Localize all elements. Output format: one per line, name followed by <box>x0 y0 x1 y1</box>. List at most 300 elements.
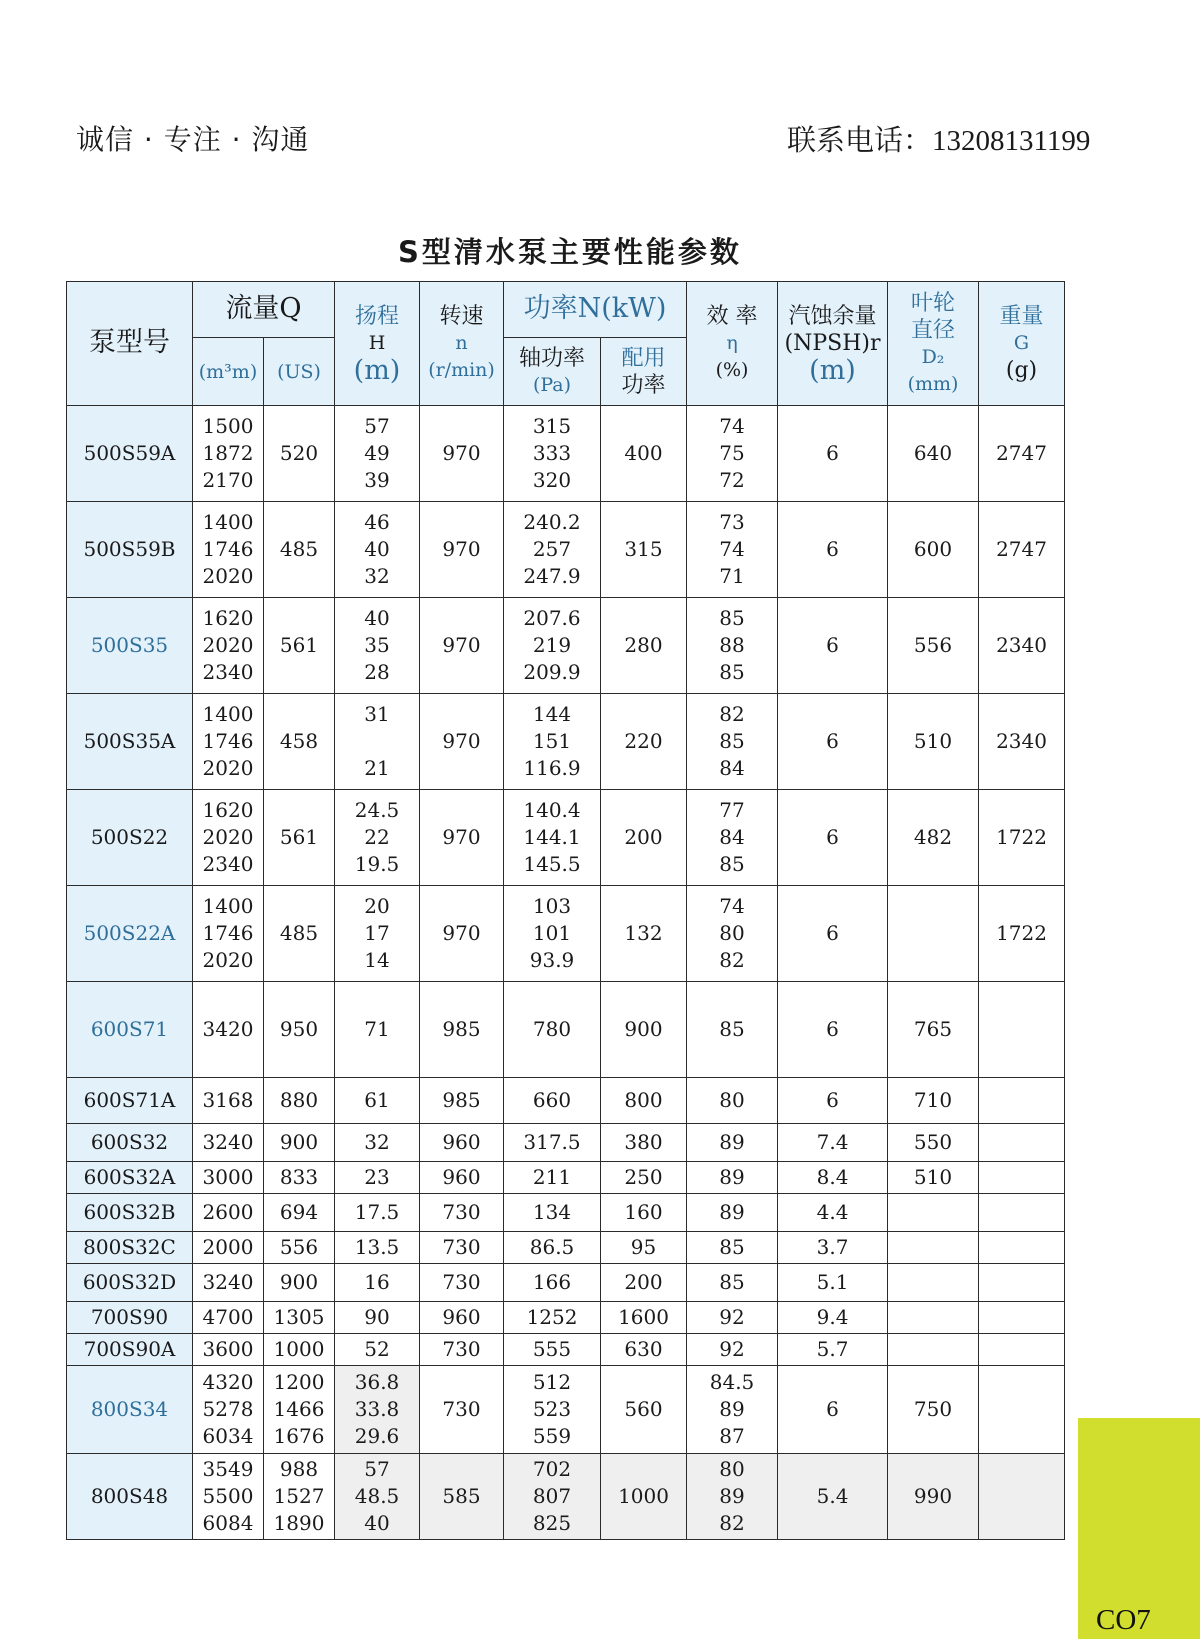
cell-line: 134 <box>532 1200 572 1224</box>
cell-line: 780 <box>532 1017 572 1041</box>
cell-weight: 2340 <box>979 694 1065 790</box>
cell-model: 500S35 <box>67 598 193 694</box>
cell-npsh: 8.4 <box>778 1162 888 1194</box>
cell-line: 3240 <box>202 1130 254 1154</box>
cell-shaft <box>504 982 601 1078</box>
cell-speed: 585 <box>420 1454 504 1540</box>
cell-model: 600S32D <box>67 1264 193 1302</box>
cell-line: 247.9 <box>523 564 581 588</box>
cell-weight <box>979 1454 1065 1540</box>
cell-line: 40 <box>364 606 390 630</box>
cell-line: 80 <box>719 921 745 945</box>
cell-npsh: 6 <box>778 406 888 502</box>
cell-line: 74 <box>719 894 745 918</box>
cell-model: 700S90 <box>67 1302 193 1334</box>
cell-weight <box>979 1078 1065 1124</box>
cell-head <box>335 1454 420 1540</box>
cell-line: 523 <box>532 1397 572 1421</box>
cell-motor: 132 <box>601 886 687 982</box>
cell-impeller: 550 <box>888 1124 979 1162</box>
cell-line: 77 <box>719 798 745 822</box>
cell-head <box>335 1366 420 1454</box>
corner-tab <box>1078 1418 1200 1639</box>
header-shaft-power: 轴功率 (Pa) <box>504 338 601 406</box>
cell-line: 48.5 <box>354 1484 400 1508</box>
cell-motor: 200 <box>601 1264 687 1302</box>
cell-line: 85 <box>719 729 745 753</box>
cell-line: 71 <box>364 1017 390 1041</box>
cell-model: 600S32A <box>67 1162 193 1194</box>
cell-line: 14 <box>364 948 390 972</box>
cell-q-m3 <box>193 1334 264 1366</box>
header-flow-m3: (m³m) <box>193 338 264 406</box>
cell-line: 151 <box>532 729 572 753</box>
cell-q-m3 <box>193 790 264 886</box>
cell-head <box>335 502 420 598</box>
cell-line: 1746 <box>202 537 254 561</box>
cell-line: 40 <box>364 537 390 561</box>
cell-line: 84.5 <box>709 1370 755 1394</box>
cell-weight <box>979 1334 1065 1366</box>
cell-line: 57 <box>364 414 390 438</box>
cell-impeller: 510 <box>888 1162 979 1194</box>
cell-line: 90 <box>364 1305 390 1329</box>
cell-line: 85 <box>719 660 745 684</box>
cell-line: 140.4 <box>523 798 581 822</box>
cell-eff <box>687 982 778 1078</box>
cell-line: 2020 <box>202 948 254 972</box>
cell-motor: 630 <box>601 1334 687 1366</box>
cell-impeller <box>888 1302 979 1334</box>
cell-head <box>335 694 420 790</box>
cell-motor: 220 <box>601 694 687 790</box>
cell-motor: 800 <box>601 1078 687 1124</box>
cell-q-us: 880 <box>264 1078 335 1124</box>
cell-impeller: 750 <box>888 1366 979 1454</box>
cell-line: 2020 <box>202 564 254 588</box>
cell-model: 500S35A <box>67 694 193 790</box>
cell-line: 32 <box>364 564 390 588</box>
cell-q-us: 1000 <box>264 1334 335 1366</box>
cell-line: 85 <box>719 1235 745 1259</box>
cell-npsh: 5.1 <box>778 1264 888 1302</box>
cell-q-us: 485 <box>264 886 335 982</box>
cell-speed: 985 <box>420 982 504 1078</box>
cell-impeller: 710 <box>888 1078 979 1124</box>
cell-line: 21 <box>364 756 390 780</box>
cell-weight <box>979 1302 1065 1334</box>
cell-q-us: 458 <box>264 694 335 790</box>
table-row <box>67 598 1065 694</box>
cell-line: 257 <box>532 537 572 561</box>
cell-line: 85 <box>719 1017 745 1041</box>
pump-spec-table <box>66 281 1065 1540</box>
cell-speed: 960 <box>420 1124 504 1162</box>
cell-q-m3 <box>193 1124 264 1162</box>
table-row <box>67 406 1065 502</box>
cell-motor: 380 <box>601 1124 687 1162</box>
cell-line: 71 <box>719 564 745 588</box>
cell-line: 35 <box>364 633 390 657</box>
cell-q-m3 <box>193 1264 264 1302</box>
cell-npsh: 6 <box>778 790 888 886</box>
cell-q-m3 <box>193 598 264 694</box>
cell-line: 6034 <box>202 1424 254 1448</box>
cell-line: 92 <box>719 1337 745 1361</box>
slogan: 诚信 · 专注 · 沟通 <box>76 123 310 156</box>
cell-line: 2020 <box>202 825 254 849</box>
cell-q-us: 900 <box>264 1124 335 1162</box>
cell-line: 2170 <box>202 468 254 492</box>
cell-shaft <box>504 1194 601 1232</box>
cell-q-m3 <box>193 502 264 598</box>
cell-line: 1400 <box>202 894 254 918</box>
cell-model: 600S71A <box>67 1078 193 1124</box>
cell-npsh: 6 <box>778 694 888 790</box>
cell-line: 144 <box>532 702 572 726</box>
cell-model: 600S32 <box>67 1124 193 1162</box>
table-row <box>67 1334 1065 1366</box>
cell-line: 46 <box>364 510 390 534</box>
cell-line: 28 <box>364 660 390 684</box>
cell-line: 20 <box>364 894 390 918</box>
cell-line: 219 <box>532 633 572 657</box>
cell-npsh: 5.4 <box>778 1454 888 1540</box>
cell-npsh: 4.4 <box>778 1194 888 1232</box>
cell-line: 101 <box>532 921 572 945</box>
cell-motor: 200 <box>601 790 687 886</box>
cell-line: 209.9 <box>523 660 581 684</box>
cell-line: 74 <box>719 537 745 561</box>
cell-line: 39 <box>364 468 390 492</box>
cell-head <box>335 1302 420 1334</box>
cell-eff <box>687 1264 778 1302</box>
cell-line: 86.5 <box>529 1235 575 1259</box>
cell-q-m3 <box>193 1232 264 1264</box>
cell-npsh: 6 <box>778 502 888 598</box>
cell-shaft <box>504 406 601 502</box>
cell-line: 333 <box>532 441 572 465</box>
cell-line: 33.8 <box>354 1397 400 1421</box>
cell-line: 24.5 <box>354 798 400 822</box>
cell-motor: 250 <box>601 1162 687 1194</box>
cell-line: 85 <box>719 1270 745 1294</box>
cell-speed: 730 <box>420 1194 504 1232</box>
cell-line: 103 <box>532 894 572 918</box>
cell-line: 80 <box>719 1088 745 1112</box>
table-row <box>67 1232 1065 1264</box>
cell-line: 52 <box>364 1337 390 1361</box>
cell-line: 2020 <box>202 633 254 657</box>
cell-line: 2000 <box>202 1235 254 1259</box>
header-motor-power: 配用 功率 <box>601 338 687 406</box>
cell-line: 74 <box>719 414 745 438</box>
cell-line: 1872 <box>202 441 254 465</box>
cell-motor: 900 <box>601 982 687 1078</box>
cell-line: 32 <box>364 1130 390 1154</box>
table-row <box>67 1454 1065 1540</box>
cell-shaft <box>504 790 601 886</box>
cell-impeller: 510 <box>888 694 979 790</box>
cell-weight <box>979 1366 1065 1454</box>
cell-q-us: 561 <box>264 790 335 886</box>
cell-shaft <box>504 1302 601 1334</box>
cell-line: 1400 <box>202 702 254 726</box>
cell-speed: 730 <box>420 1334 504 1366</box>
cell-impeller: 765 <box>888 982 979 1078</box>
cell-q-us: 561 <box>264 598 335 694</box>
cell-q-us: 950 <box>264 982 335 1078</box>
cell-line: 89 <box>719 1200 745 1224</box>
cell-npsh: 6 <box>778 598 888 694</box>
cell-head <box>335 790 420 886</box>
cell-line: 17 <box>364 921 390 945</box>
cell-line: 36.8 <box>354 1370 400 1394</box>
table-row <box>67 790 1065 886</box>
cell-line: 1527 <box>273 1484 325 1508</box>
cell-eff <box>687 1366 778 1454</box>
cell-line: 2340 <box>202 660 254 684</box>
cell-line: 57 <box>364 1457 390 1481</box>
cell-line: 2600 <box>202 1200 254 1224</box>
cell-line: 166 <box>532 1270 572 1294</box>
cell-q-us: 1305 <box>264 1302 335 1334</box>
cell-q-m3 <box>193 886 264 982</box>
cell-impeller: 990 <box>888 1454 979 1540</box>
cell-impeller <box>888 1334 979 1366</box>
cell-q-us: 485 <box>264 502 335 598</box>
cell-npsh: 6 <box>778 886 888 982</box>
table-row <box>67 1194 1065 1232</box>
cell-line: 31 <box>364 702 390 726</box>
cell-line: 320 <box>532 468 572 492</box>
cell-line: 89 <box>719 1165 745 1189</box>
cell-shaft <box>504 1124 601 1162</box>
cell-line: 1620 <box>202 606 254 630</box>
cell-line: 559 <box>532 1424 572 1448</box>
cell-line: 807 <box>532 1484 572 1508</box>
cell-line: 2340 <box>202 852 254 876</box>
table-row <box>67 1162 1065 1194</box>
cell-q-m3 <box>193 982 264 1078</box>
cell-weight <box>979 982 1065 1078</box>
cell-npsh: 7.4 <box>778 1124 888 1162</box>
cell-line: 1620 <box>202 798 254 822</box>
header-impeller: 叶轮 直径 D₂ (mm) <box>888 282 979 406</box>
header-flow-us: (US) <box>264 338 335 406</box>
cell-eff <box>687 1232 778 1264</box>
page-title: S型清水泵主要性能参数 <box>398 235 742 269</box>
cell-npsh: 9.4 <box>778 1302 888 1334</box>
cell-impeller <box>888 886 979 982</box>
cell-line: 315 <box>532 414 572 438</box>
cell-line: 5278 <box>202 1397 254 1421</box>
cell-eff <box>687 694 778 790</box>
cell-line: 72 <box>719 468 745 492</box>
cell-npsh: 6 <box>778 982 888 1078</box>
cell-q-us: 833 <box>264 1162 335 1194</box>
cell-speed: 960 <box>420 1162 504 1194</box>
cell-eff <box>687 790 778 886</box>
cell-line: 1466 <box>273 1397 325 1421</box>
cell-shaft <box>504 1162 601 1194</box>
cell-speed: 970 <box>420 406 504 502</box>
cell-impeller: 640 <box>888 406 979 502</box>
cell-line: 145.5 <box>523 852 581 876</box>
cell-weight <box>979 1194 1065 1232</box>
cell-model: 500S59B <box>67 502 193 598</box>
cell-eff <box>687 1454 778 1540</box>
cell-impeller <box>888 1194 979 1232</box>
header-speed: 转速 n (r/min) <box>420 282 504 406</box>
cell-npsh: 6 <box>778 1366 888 1454</box>
cell-line: 2020 <box>202 756 254 780</box>
table-row <box>67 1124 1065 1162</box>
cell-shaft <box>504 1232 601 1264</box>
cell-line: 211 <box>532 1165 572 1189</box>
cell-speed: 970 <box>420 598 504 694</box>
cell-line: 3549 <box>202 1457 254 1481</box>
cell-q-m3 <box>193 406 264 502</box>
cell-line: 5500 <box>202 1484 254 1508</box>
cell-head <box>335 886 420 982</box>
cell-head <box>335 982 420 1078</box>
cell-head <box>335 1334 420 1366</box>
header-weight: 重量 G (g) <box>979 282 1065 406</box>
table-row <box>67 1264 1065 1302</box>
cell-q-m3 <box>193 1366 264 1454</box>
cell-line: 4320 <box>202 1370 254 1394</box>
cell-q-m3 <box>193 1162 264 1194</box>
cell-speed: 730 <box>420 1232 504 1264</box>
cell-model: 700S90A <box>67 1334 193 1366</box>
cell-line: 3240 <box>202 1270 254 1294</box>
cell-shaft <box>504 1078 601 1124</box>
cell-eff <box>687 598 778 694</box>
cell-npsh: 6 <box>778 1078 888 1124</box>
cell-line: 144.1 <box>523 825 581 849</box>
table-row <box>67 1302 1065 1334</box>
cell-line: 317.5 <box>523 1130 581 1154</box>
cell-impeller <box>888 1232 979 1264</box>
cell-head <box>335 1264 420 1302</box>
cell-line: 80 <box>719 1457 745 1481</box>
cell-model: 600S71 <box>67 982 193 1078</box>
cell-weight <box>979 1232 1065 1264</box>
table-row <box>67 1078 1065 1124</box>
cell-shaft <box>504 1264 601 1302</box>
cell-shaft <box>504 598 601 694</box>
header-model: 泵型号 <box>67 282 193 406</box>
cell-speed: 970 <box>420 502 504 598</box>
cell-model: 500S22 <box>67 790 193 886</box>
header-flow: 流量Q <box>193 282 335 338</box>
cell-line: 1500 <box>202 414 254 438</box>
cell-line: 3600 <box>202 1337 254 1361</box>
cell-line: 1746 <box>202 921 254 945</box>
cell-shaft <box>504 694 601 790</box>
cell-speed: 730 <box>420 1366 504 1454</box>
cell-line: 88 <box>719 633 745 657</box>
cell-speed: 960 <box>420 1302 504 1334</box>
cell-line: 3168 <box>202 1088 254 1112</box>
cell-weight: 2747 <box>979 406 1065 502</box>
cell-motor: 1600 <box>601 1302 687 1334</box>
cell-eff <box>687 1302 778 1334</box>
cell-line: 240.2 <box>523 510 581 534</box>
cell-line: 19.5 <box>354 852 400 876</box>
cell-line: 555 <box>532 1337 572 1361</box>
cell-line: 17.5 <box>354 1200 400 1224</box>
header-npsh: 汽蚀余量 (NPSH)r (m) <box>778 282 888 406</box>
cell-line: 512 <box>532 1370 572 1394</box>
cell-eff <box>687 1124 778 1162</box>
cell-line: 3420 <box>202 1017 254 1041</box>
cell-line: 61 <box>364 1088 390 1112</box>
cell-impeller: 600 <box>888 502 979 598</box>
cell-line: 82 <box>719 948 745 972</box>
cell-line: 82 <box>719 1511 745 1535</box>
cell-npsh: 3.7 <box>778 1232 888 1264</box>
cell-q-m3 <box>193 694 264 790</box>
cell-q-us: 556 <box>264 1232 335 1264</box>
cell-line: 87 <box>719 1424 745 1448</box>
cell-line: 1676 <box>273 1424 325 1448</box>
cell-motor: 95 <box>601 1232 687 1264</box>
cell-line: 22 <box>364 825 390 849</box>
cell-motor: 1000 <box>601 1454 687 1540</box>
cell-impeller: 482 <box>888 790 979 886</box>
cell-line: 1890 <box>273 1511 325 1535</box>
cell-q-us <box>264 1454 335 1540</box>
cell-motor: 280 <box>601 598 687 694</box>
cell-q-us: 694 <box>264 1194 335 1232</box>
cell-head <box>335 1078 420 1124</box>
cell-line: 89 <box>719 1130 745 1154</box>
cell-line: 207.6 <box>523 606 581 630</box>
cell-line: 92 <box>719 1305 745 1329</box>
cell-eff <box>687 406 778 502</box>
cell-motor: 315 <box>601 502 687 598</box>
cell-eff <box>687 1162 778 1194</box>
table-row <box>67 694 1065 790</box>
cell-speed: 970 <box>420 694 504 790</box>
cell-q-m3 <box>193 1302 264 1334</box>
cell-line: 49 <box>364 441 390 465</box>
cell-shaft <box>504 886 601 982</box>
cell-line: 82 <box>719 702 745 726</box>
cell-model: 800S32C <box>67 1232 193 1264</box>
cell-line: 660 <box>532 1088 572 1112</box>
cell-impeller: 556 <box>888 598 979 694</box>
table-row <box>67 886 1065 982</box>
cell-line: 3000 <box>202 1165 254 1189</box>
cell-line: 116.9 <box>523 756 581 780</box>
cell-shaft <box>504 1366 601 1454</box>
cell-speed: 985 <box>420 1078 504 1124</box>
cell-line: 84 <box>719 825 745 849</box>
cell-line: 93.9 <box>529 948 575 972</box>
cell-motor: 560 <box>601 1366 687 1454</box>
cell-line: 85 <box>719 852 745 876</box>
cell-eff <box>687 502 778 598</box>
cell-line: 1400 <box>202 510 254 534</box>
cell-weight <box>979 1162 1065 1194</box>
cell-line: 702 <box>532 1457 572 1481</box>
cell-q-m3 <box>193 1194 264 1232</box>
contact-phone: 联系电话：13208131199 <box>787 125 1091 157</box>
cell-line: 1252 <box>526 1305 578 1329</box>
